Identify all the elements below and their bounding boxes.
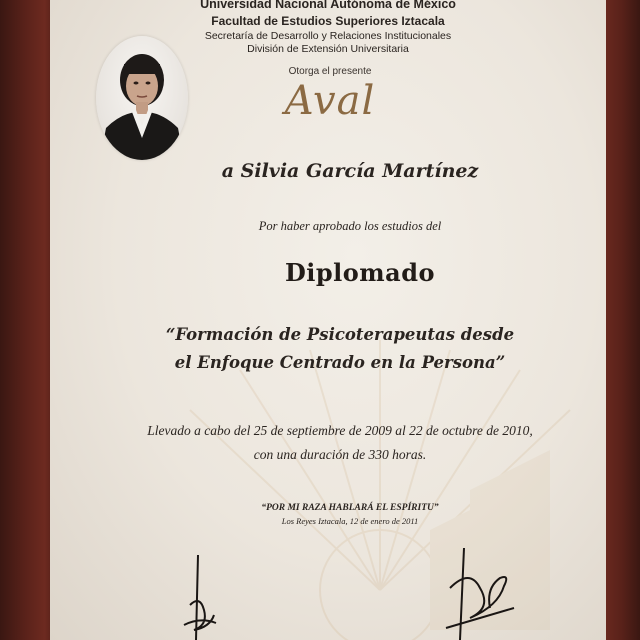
university-name: Universidad Nacional Autónoma de México bbox=[200, 0, 456, 11]
place-date: Los Reyes Iztacala, 12 de enero de 2011 bbox=[281, 516, 419, 526]
period-line2: con una duración de 330 horas. bbox=[253, 447, 427, 462]
reason-text: Por haber aprobado los estudios del bbox=[258, 219, 442, 233]
recipient-name: a Silvia García Martínez bbox=[221, 160, 479, 182]
certificate-mat bbox=[50, 0, 606, 640]
division-name: División de Extensión Universitaria bbox=[247, 43, 409, 55]
course-title-line1: “Formación de Psicoterapeutas desde bbox=[165, 325, 515, 344]
course-title-line2: el Enfoque Centrado en la Persona” bbox=[174, 353, 506, 372]
certificate-paper bbox=[50, 0, 606, 640]
signature-left-icon bbox=[170, 555, 230, 640]
faculty-name: Facultad de Estudios Superiores Iztacala bbox=[211, 14, 445, 28]
program-type: Diplomado bbox=[284, 258, 436, 287]
period-line1: Llevado a cabo del 25 de septiembre de 2009 al 22 de octubre de 2010, bbox=[147, 423, 533, 438]
portrait-photo-icon bbox=[96, 36, 188, 160]
grant-text: Otorga el presente bbox=[288, 66, 372, 77]
certificate-type: Aval bbox=[284, 78, 376, 124]
secretariat-name: Secretaría de Desarrollo y Relaciones Institucionales bbox=[204, 30, 452, 42]
motto: “POR MI RAZA HABLARÁ EL ESPÍRITU” bbox=[261, 503, 439, 513]
signature-right-icon bbox=[440, 548, 520, 640]
watermark-emblem-icon bbox=[170, 330, 590, 640]
